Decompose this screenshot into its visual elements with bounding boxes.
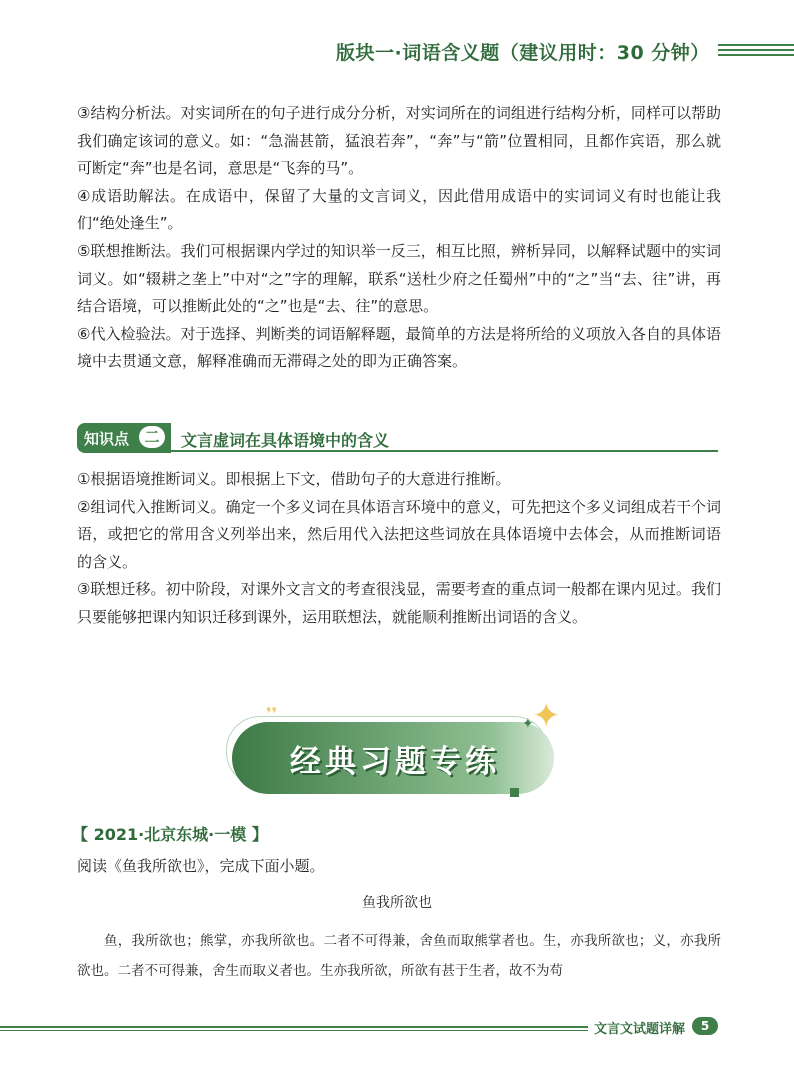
footer-line-thin: [0, 1030, 588, 1031]
quote-mark-icon: ❜❜: [266, 704, 278, 723]
knowledge-underline: [171, 450, 718, 452]
exercise-source: 【 2021·北京东城·一模 】: [72, 825, 268, 844]
exercise-banner: [226, 696, 561, 800]
knowledge-number: 二: [139, 426, 165, 448]
page-number: 5: [692, 1017, 718, 1035]
method-substitution: ⑥代入检验法。对于选择、判断类的词语解释题，最简单的方法是将所给的义项放入各自的具体语境中去贯通文意，解释准确而无滞碍之处的即为正确答案。: [77, 324, 721, 371]
function-word-methods: [77, 466, 721, 632]
banner-dot: [510, 788, 519, 797]
banner-text: 经典习题专练: [290, 744, 500, 780]
footer-label: 文言文试题详解: [594, 1022, 686, 1037]
function-method-transfer: ③联想迁移。初中阶段，对课外文言文的考查很浅显，需要考查的重点词一般都在课内见过。我们只要能够把课内知识迁移到课外，运用联想法，就能顺利推断出词语的含义。: [77, 580, 721, 626]
method-association: ⑤联想推断法。我们可根据课内学过的知识举一反三，相互比照，辨析异同，以解释试题中的实词词义。如“辍耕之垄上”中对“之”字的理解，联系“送杜少府之任蜀州”中的“之”当“去、往”讲，再结合语境，可以推断此处的“之”也是“去、往”的意思。: [77, 241, 721, 316]
knowledge-point-bar: [77, 423, 718, 453]
passage-text: [77, 926, 721, 986]
small-sparkle-icon: ✦: [522, 716, 534, 732]
knowledge-title: 文言虚词在具体语境中的含义: [181, 431, 390, 450]
page-header-title: 版块一·词语含义题（建议用时：30 分钟）: [336, 42, 710, 64]
method-list: [77, 100, 721, 376]
function-method-context: ①根据语境推断词义。即根据上下文，借助句子的大意进行推断。: [77, 470, 511, 488]
method-idiom-aid: ④成语助解法。在成语中，保留了大量的文言词义，因此借用成语中的实词词义有时也能让我们“绝处逢生”。: [77, 186, 721, 233]
passage-title: 鱼我所欲也: [362, 895, 432, 911]
knowledge-tag-label: 知识点: [84, 430, 130, 448]
passage-paragraph: 鱼，我所欲也；熊掌，亦我所欲也。二者不可得兼，舍鱼而取熊掌者也。生，亦我所欲也；义，亦我所欲也。二者不可得兼，舍生而取义者也。生亦我所欲，所欲有甚于生者，故不为苟: [77, 933, 721, 979]
exercise-instruction: 阅读《鱼我所欲也》，完成下面小题。: [77, 857, 325, 875]
function-method-compound: ②组词代入推断词义。确定一个多义词在具体语言环境中的意义，可先把这个多义词组成若干个词语，或把它的常用含义列举出来，然后用代入法把这些词放在具体语境中去体会，从而推断词语的含义。: [77, 497, 721, 571]
footer-line: [0, 1026, 588, 1028]
header-stripes: [718, 44, 794, 59]
method-structure-analysis: ③结构分析法。对实词所在的句子进行成分分析，对实词所在的词组进行结构分析，同样可以帮助我们确定该词的意义。如：“急湍甚箭，猛浪若奔”，“奔”与“箭”位置相同，且都作宾语，那么就可断定“奔”也是名词，意思是“飞奔的马”。: [77, 104, 721, 178]
sparkle-star-icon: ✦: [532, 696, 561, 736]
